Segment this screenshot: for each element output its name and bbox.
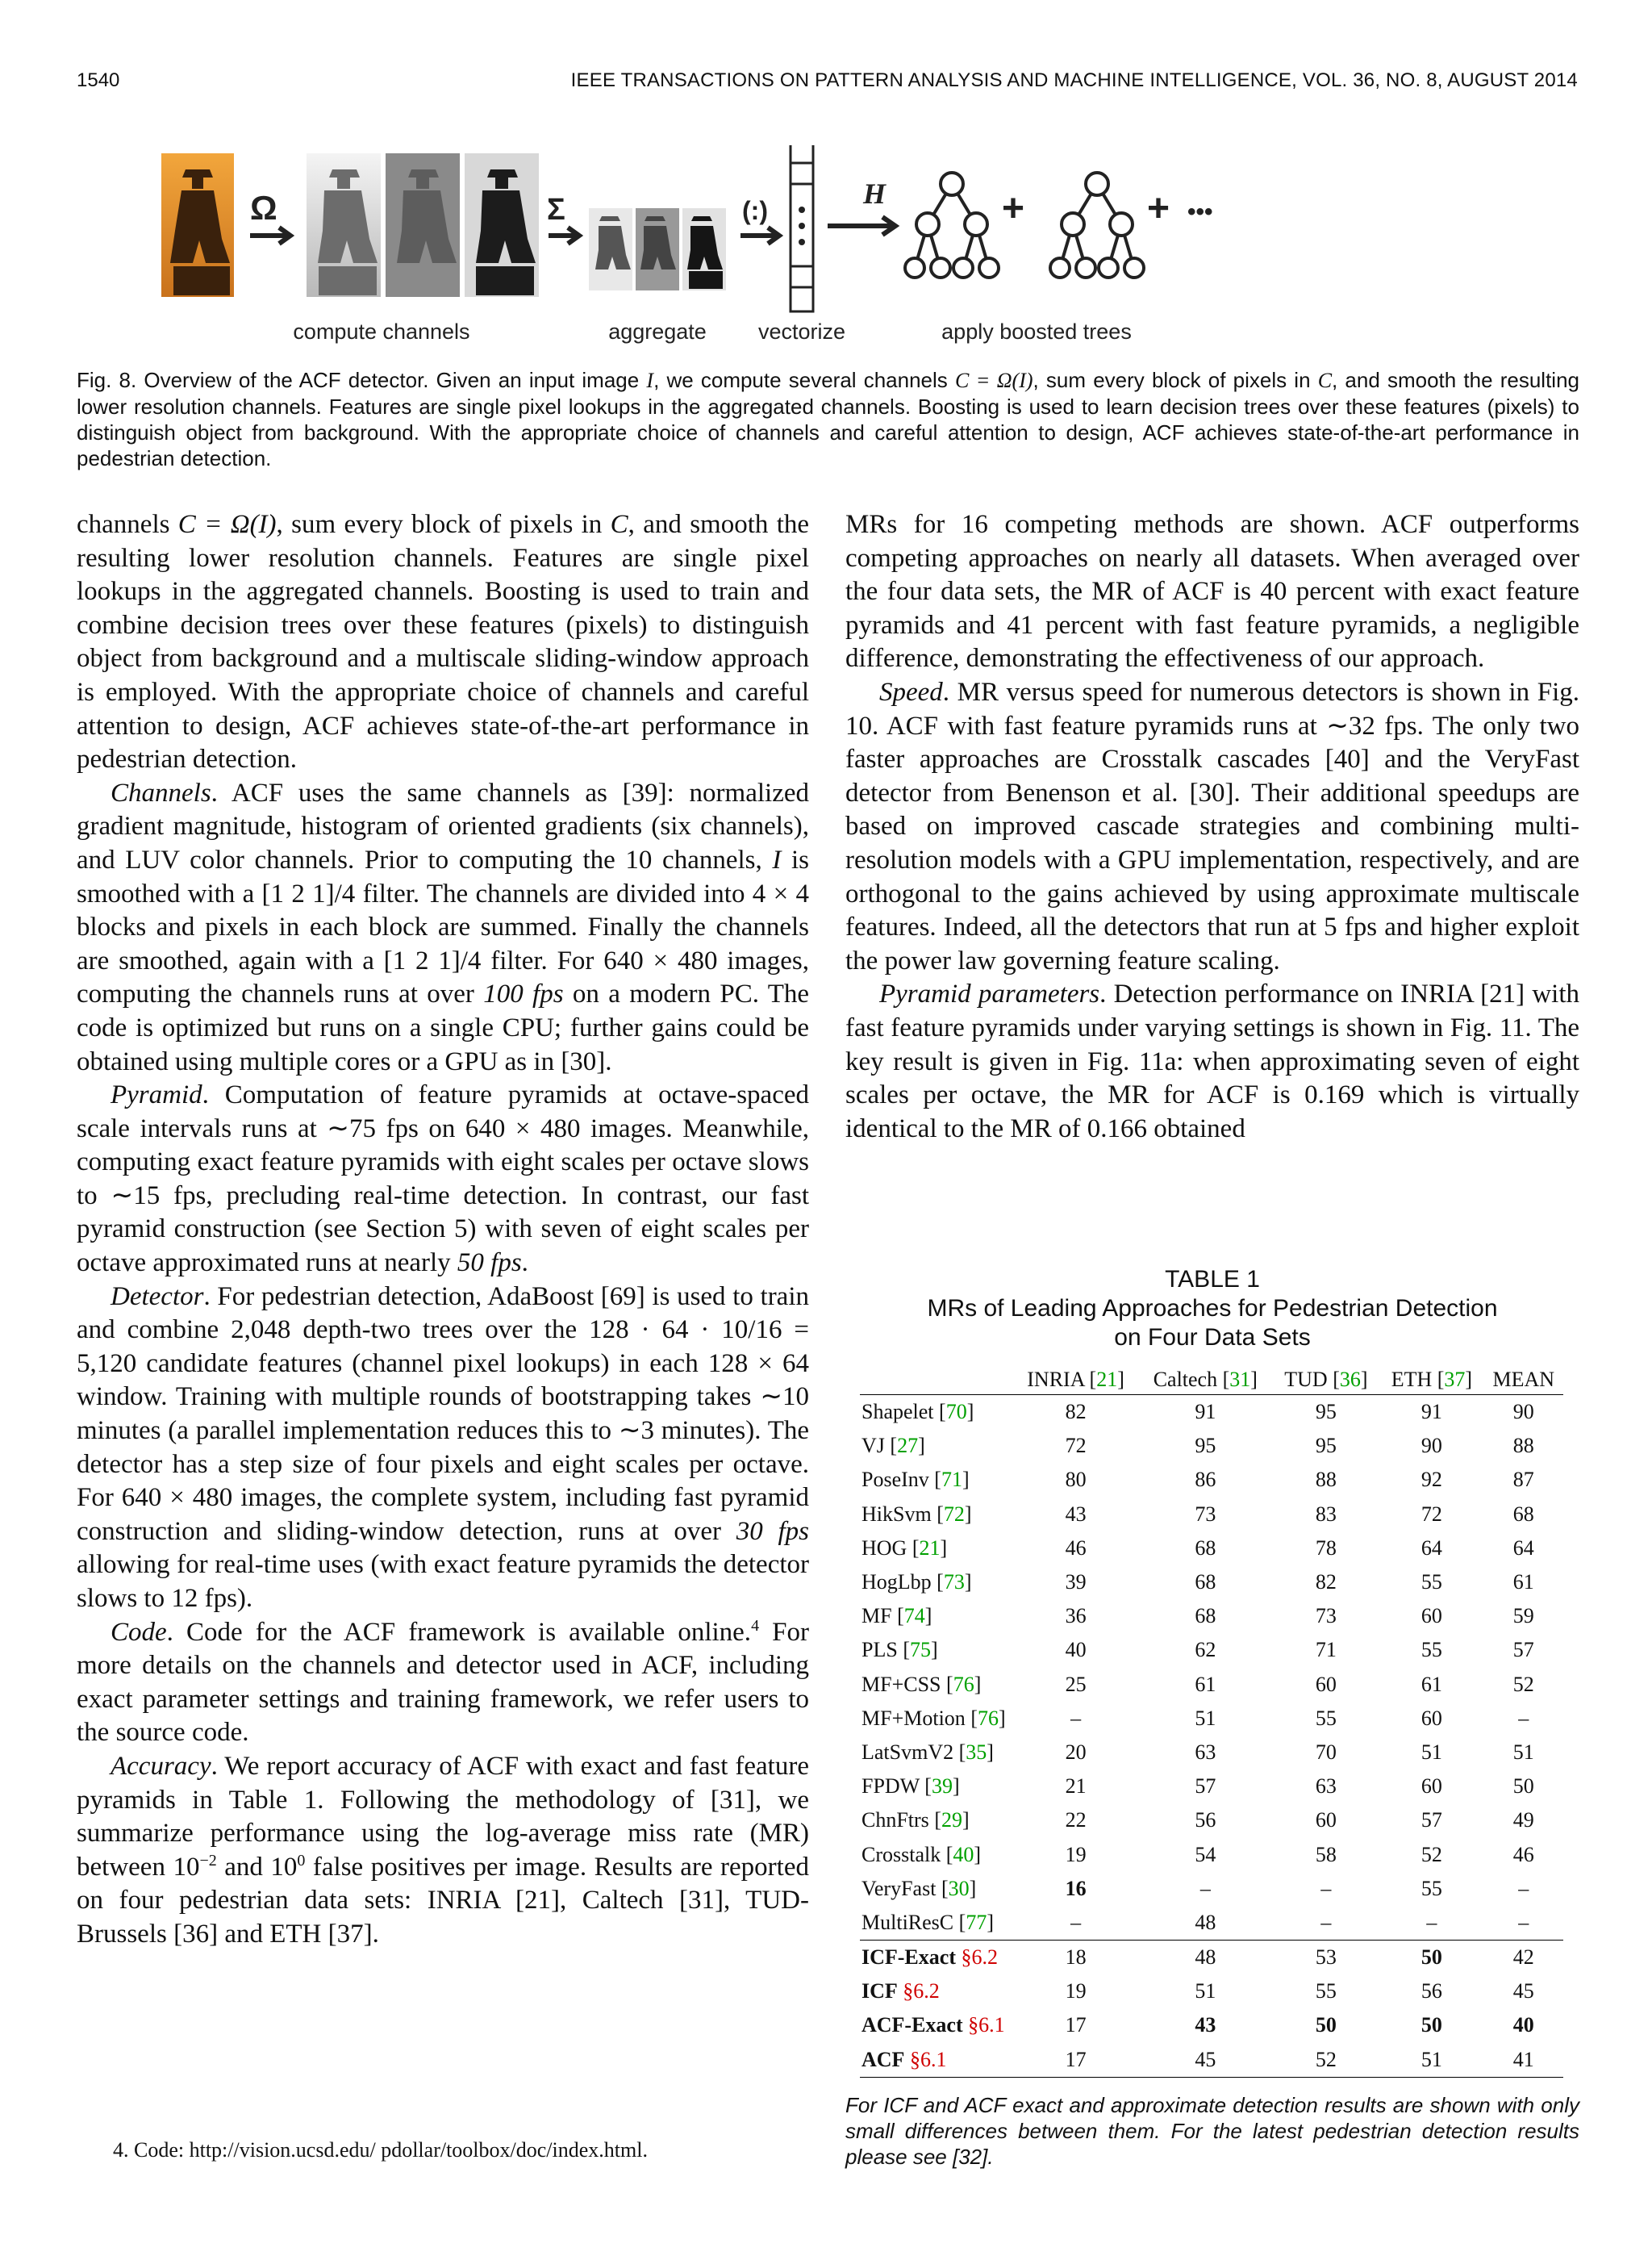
method-name: ChnFtrs [29] bbox=[861, 1808, 970, 1832]
label-apply-boosted-trees: apply boosted trees bbox=[941, 320, 1132, 344]
caption-text: , and smooth the resulting lower resolution channels. Features are single pixel lookups in the aggregated channels. Boosting is used to learn decision trees over these features (pixels) to distinguish object from background. With the appropriate choice of channels and careful attention to design, ACF achieves state-of-the-art performance in pedestrian detection. bbox=[77, 368, 1579, 470]
citation-link[interactable]: 70 bbox=[945, 1400, 967, 1424]
citation-link[interactable]: 31 bbox=[1229, 1368, 1251, 1391]
method-name: PLS [75] bbox=[861, 1638, 938, 1662]
caption-text: Overview of the ACF detector. Given an input image bbox=[136, 368, 647, 392]
table-cell: 71 bbox=[1315, 1638, 1337, 1662]
ellipsis: ••• bbox=[1187, 198, 1213, 225]
citation-link[interactable]: 37 bbox=[1444, 1368, 1466, 1391]
table-cell: 95 bbox=[1315, 1434, 1337, 1458]
table-cell: – bbox=[1320, 1876, 1332, 1900]
plus-sign: + bbox=[1147, 187, 1170, 230]
table-cell: 51 bbox=[1195, 1706, 1216, 1730]
acf-overview-figure bbox=[153, 145, 1436, 347]
section-link[interactable]: §6.2 bbox=[961, 1945, 998, 1970]
plus-sign: + bbox=[1002, 187, 1025, 230]
section-heading: Pyramid bbox=[111, 1080, 202, 1110]
section-heading: Detector bbox=[111, 1281, 204, 1311]
citation-link[interactable]: 73 bbox=[943, 1570, 965, 1594]
citation-link[interactable]: 35 bbox=[966, 1740, 987, 1764]
table-cell: – bbox=[1070, 1706, 1082, 1730]
header-inria: INRIA [21] bbox=[1013, 1365, 1138, 1395]
table-row bbox=[860, 1463, 1563, 1497]
table-cell: 61 bbox=[1512, 1570, 1534, 1594]
table-cell: 51 bbox=[1195, 1979, 1216, 2003]
table-cell: 19 bbox=[1065, 1979, 1087, 2003]
method-name: ACF §6.1 bbox=[860, 2043, 1013, 2078]
table-cell: 57 bbox=[1195, 1774, 1216, 1799]
input-image bbox=[161, 153, 234, 297]
table-cell: 72 bbox=[1420, 1502, 1442, 1526]
table-cell: 55 bbox=[1420, 1570, 1442, 1594]
table-row bbox=[860, 1531, 1563, 1565]
table-row bbox=[860, 1736, 1563, 1769]
paragraph-results: MRs for 16 competing methods are shown. ACF outperforms competing approaches on nearly all datasets. When averaged over the four data sets, the MR of ACF is 40 percent with exact feature pyramids and 41 percent with fast feature pyramids, a negligible difference, demonstrating the effectiveness of our approach. bbox=[845, 510, 1579, 674]
table-cell: 73 bbox=[1315, 1604, 1337, 1628]
table-row bbox=[860, 1769, 1563, 1803]
method-name: MultiResC [77] bbox=[861, 1910, 994, 1934]
table-row bbox=[860, 1565, 1563, 1599]
table-cell: 18 bbox=[1013, 1941, 1138, 1975]
table-cell: 54 bbox=[1195, 1842, 1216, 1866]
table-cell: 60 bbox=[1315, 1672, 1337, 1696]
table-row bbox=[860, 1599, 1563, 1633]
table-cell: – bbox=[1518, 1706, 1529, 1730]
table-cell: 50 bbox=[1315, 2013, 1337, 2037]
table-cell: 40 bbox=[1512, 2013, 1534, 2037]
omega-operator: Ω bbox=[250, 189, 277, 227]
table-cell: 68 bbox=[1195, 1535, 1216, 1560]
caption-text: , we compute several channels bbox=[653, 368, 955, 392]
table-cell: 64 bbox=[1512, 1535, 1534, 1560]
method-name: Crosstalk [40] bbox=[861, 1842, 982, 1866]
table-cell: 46 bbox=[1065, 1535, 1087, 1560]
section-heading: Code bbox=[111, 1617, 167, 1647]
table-cell: 40 bbox=[1065, 1638, 1087, 1662]
header-mean: MEAN bbox=[1483, 1365, 1563, 1395]
table-row bbox=[860, 1941, 1563, 1975]
citation-link[interactable]: 77 bbox=[966, 1910, 987, 1934]
table-cell: 60 bbox=[1315, 1808, 1337, 1832]
section-heading: Channels bbox=[111, 778, 211, 808]
citation-link[interactable]: 76 bbox=[977, 1706, 999, 1730]
table-number: TABLE 1 bbox=[1165, 1266, 1260, 1293]
section-link[interactable]: §6.1 bbox=[909, 2047, 947, 2071]
table-cell: 21 bbox=[1065, 1774, 1087, 1799]
table-cell: 56 bbox=[1420, 1979, 1442, 2003]
table-cell: 53 bbox=[1272, 1941, 1379, 1975]
section-link[interactable]: §6.1 bbox=[968, 2013, 1005, 2037]
table-cell: 20 bbox=[1065, 1740, 1087, 1764]
method-name: ACF-Exact §6.1 bbox=[861, 2013, 1005, 2037]
table-cell: 55 bbox=[1315, 1979, 1337, 2003]
caption-math: C = Ω(I) bbox=[954, 369, 1033, 392]
table-cell: 57 bbox=[1420, 1808, 1442, 1832]
table-row bbox=[860, 2008, 1563, 2042]
section-link[interactable]: §6.2 bbox=[903, 1979, 940, 2003]
paragraph-pyramid-parameters: Pyramid parameters. Detection performance on INRIA [21] with fast feature pyramids under varying settings is shown in Fig. 11. The key result is given in Fig. 11a: when approximating seven of eight scales per octave, the MR for ACF is 0.169 which is virtually identical to the MR of 0.166 obtained bbox=[845, 980, 1579, 1143]
table-row bbox=[860, 1906, 1563, 1941]
citation-link[interactable]: 39 bbox=[931, 1774, 953, 1799]
feature-vector bbox=[791, 145, 813, 311]
header-method bbox=[860, 1365, 1013, 1395]
citation-link[interactable]: 76 bbox=[953, 1672, 974, 1696]
table-cell: 52 bbox=[1512, 1672, 1534, 1696]
footnote-marker[interactable]: 4 bbox=[751, 1616, 760, 1635]
table-cell: 68 bbox=[1195, 1570, 1216, 1594]
table-caption-line: on Four Data Sets bbox=[1114, 1324, 1311, 1351]
caption-label: Fig. 8. bbox=[77, 368, 137, 392]
table-cell: 48 bbox=[1138, 1941, 1272, 1975]
label-aggregate: aggregate bbox=[608, 320, 707, 344]
table-cell: 51 bbox=[1420, 1740, 1442, 1764]
table-cell: 91 bbox=[1420, 1400, 1442, 1424]
citation-link[interactable]: 30 bbox=[948, 1876, 970, 1900]
table-row bbox=[860, 2043, 1563, 2078]
caption-math: I bbox=[646, 369, 654, 392]
table-row bbox=[860, 1668, 1563, 1702]
sigma-operator: Σ bbox=[547, 193, 565, 227]
citation-link[interactable]: 71 bbox=[941, 1468, 962, 1492]
table-row bbox=[860, 1837, 1563, 1871]
header-tud: TUD [36] bbox=[1272, 1365, 1379, 1395]
method-name: MF+CSS [76] bbox=[861, 1672, 982, 1696]
right-column bbox=[845, 508, 1579, 1146]
method-name: FPDW [39] bbox=[861, 1774, 960, 1799]
h-operator: H bbox=[863, 178, 886, 210]
table-cell: 19 bbox=[1065, 1842, 1087, 1866]
table-cell: 95 bbox=[1315, 1400, 1337, 1424]
table-cell: 17 bbox=[1013, 2043, 1138, 2078]
table-cell: 60 bbox=[1420, 1774, 1442, 1799]
table-row bbox=[860, 1633, 1563, 1667]
citation-link[interactable]: 72 bbox=[943, 1502, 965, 1526]
table-cell: 88 bbox=[1512, 1434, 1534, 1458]
table-row bbox=[860, 1429, 1563, 1463]
table-cell: 57 bbox=[1512, 1638, 1534, 1662]
table-cell: 60 bbox=[1420, 1706, 1442, 1730]
table-cell: 16 bbox=[1065, 1876, 1087, 1900]
table-cell: 36 bbox=[1065, 1604, 1087, 1628]
table-cell: 68 bbox=[1195, 1604, 1216, 1628]
table-cell: 59 bbox=[1512, 1604, 1534, 1628]
method-name: VeryFast [30] bbox=[861, 1876, 977, 1900]
table-cell: 60 bbox=[1420, 1604, 1442, 1628]
paragraph-speed: Speed. MR versus speed for numerous detectors is shown in Fig. 10. ACF with fast feature pyramids runs at ∼32 fps. The only two faster approaches are Crosstalk cascades [40] and the VeryFast detector from Benenson et al. [30]. Their additional speedups are based on improved cascade strategies and combining multi-resolution models with a GPU implementation, respectively, and are orthogonal to the gains achieved by using approximate multiscale features. Indeed, all the detectors that run at 5 fps and higher exploit the power law governing feature scaling. bbox=[845, 677, 1579, 976]
table-cell: – bbox=[1320, 1910, 1332, 1934]
table-cell: 82 bbox=[1065, 1400, 1087, 1424]
table-cell: 22 bbox=[1065, 1808, 1087, 1832]
table-cell: 73 bbox=[1195, 1502, 1216, 1526]
table-row bbox=[860, 1803, 1563, 1837]
paragraph-code: Code. Code for the ACF framework is available online.$^4$ For more details on the channels and detector used in ACF, including exact parameter settings and training framework, we refer users to the source code. bbox=[77, 1616, 809, 1748]
paragraph-detector: Detector. For pedestrian detection, AdaBoost [69] is used to train and combine 2,048 depth-two trees over the 128 · 64 · 10/16 = 5,120 candidate features (channel pixel lookups) in each 128 × 64 window. Training with multiple rounds of bootstrapping takes ∼10 minutes (a parallel implementation reduces this to ∼3 minutes). The detector has a step size of four pixels and eight scales per octave. For 640 × 480 images, the complete system, including fast pyramid construction and sliding-window detection, runs at over 30 fps allowing for real-time uses (with exact feature pyramids the detector slows to 12 fps). bbox=[77, 1281, 809, 1613]
table-cell: 63 bbox=[1315, 1774, 1337, 1799]
footnote: 4. Code: http://vision.ucsd.edu/ pdollar/toolbox/doc/index.html. bbox=[113, 2138, 648, 2162]
table-cell: 90 bbox=[1420, 1434, 1442, 1458]
table-cell: 61 bbox=[1195, 1672, 1216, 1696]
table-cell: 90 bbox=[1512, 1400, 1534, 1424]
table-row bbox=[860, 1872, 1563, 1906]
paragraph-channels: Channels. ACF uses the same channels as [39]: normalized gradient magnitude, histogram of oriented gradients (six channels), and LUV color channels. Prior to computing the 10 channels, I is smoothed with a [1 2 1]/4 filter. The channels are divided into 4 × 4 blocks and pixels in each block are summed. Finally the channels are smoothed, again with a [1 2 1]/4 filter. For 640 × 480 images, computing the channels runs at over 100 fps on a modern PC. The code is optimized but runs on a single CPU; further gains could be obtained using multiple cores or a GPU as in [30]. bbox=[77, 778, 810, 1076]
table-cell: 61 bbox=[1420, 1672, 1442, 1696]
method-name: ICF §6.2 bbox=[861, 1979, 940, 2003]
table-cell: 95 bbox=[1195, 1434, 1216, 1458]
table-cell: 64 bbox=[1420, 1535, 1442, 1560]
table-cell: 63 bbox=[1195, 1740, 1216, 1764]
caption-math: C bbox=[1317, 369, 1333, 392]
table-cell: 50 bbox=[1512, 1774, 1534, 1799]
table-cell: 25 bbox=[1065, 1672, 1087, 1696]
table-cell: 56 bbox=[1195, 1808, 1216, 1832]
table-row bbox=[860, 1702, 1563, 1736]
table-cell: – bbox=[1518, 1876, 1529, 1900]
method-name: ICF-Exact §6.2 bbox=[860, 1941, 1013, 1975]
left-column bbox=[77, 508, 809, 1952]
method-name: MF [74] bbox=[861, 1604, 932, 1628]
citation-link[interactable]: 21 bbox=[1096, 1368, 1118, 1391]
citation-link[interactable]: 36 bbox=[1339, 1368, 1361, 1391]
method-name: HogLbp [73] bbox=[861, 1570, 972, 1594]
table-cell: 92 bbox=[1420, 1468, 1442, 1492]
label-compute-channels: compute channels bbox=[293, 320, 470, 344]
section-heading: Accuracy bbox=[111, 1751, 211, 1781]
paragraph-pyramid: Pyramid. Computation of feature pyramids at octave-spaced scale intervals runs at ∼75 fps on 640 × 480 images. Meanwhile, computing exact feature pyramids with eight scales per octave slows to ∼15 fps, precluding real-time detection. In contrast, our fast pyramid construction (see Section 5) with seven of eight scales per octave approximated runs at nearly 50 fps. bbox=[77, 1080, 809, 1278]
table-cell: 52 bbox=[1272, 2043, 1379, 2078]
header-caltech: Caltech [31] bbox=[1138, 1365, 1272, 1395]
method-name: HOG [21] bbox=[861, 1535, 948, 1560]
table-cell: 86 bbox=[1195, 1468, 1216, 1492]
table-cell: 55 bbox=[1420, 1638, 1442, 1662]
table-cell: 46 bbox=[1512, 1842, 1534, 1866]
method-name: PoseInv [71] bbox=[861, 1468, 970, 1492]
table-row bbox=[860, 1974, 1563, 2008]
table-row bbox=[860, 1498, 1563, 1531]
section-heading: Pyramid parameters bbox=[879, 980, 1100, 1009]
method-name: VJ [27] bbox=[861, 1434, 925, 1458]
table-cell: 70 bbox=[1315, 1740, 1337, 1764]
header-eth: ETH [37] bbox=[1379, 1365, 1483, 1395]
table-cell: 42 bbox=[1483, 1941, 1563, 1975]
table-cell: 51 bbox=[1379, 2043, 1483, 2078]
citation-link[interactable]: 29 bbox=[941, 1808, 962, 1832]
table-cell: 78 bbox=[1315, 1535, 1337, 1560]
table-cell: 51 bbox=[1512, 1740, 1534, 1764]
table-cell: 68 bbox=[1512, 1502, 1534, 1526]
table-cell: 17 bbox=[1065, 2013, 1087, 2037]
table-cell: 52 bbox=[1420, 1842, 1442, 1866]
table-title bbox=[845, 1265, 1579, 1352]
table-cell: 45 bbox=[1138, 2043, 1272, 2078]
caption-text: , sum every block of pixels in bbox=[1032, 368, 1318, 392]
table-note: For ICF and ACF exact and approximate detection results are shown with only small differences between them. For the latest pedestrian detection results please see [32]. bbox=[845, 2093, 1579, 2169]
channel-images bbox=[307, 153, 539, 297]
results-table bbox=[860, 1365, 1563, 2078]
table-cell: 55 bbox=[1420, 1876, 1442, 1900]
table-cell: 55 bbox=[1315, 1706, 1337, 1730]
aggregated-images bbox=[589, 208, 726, 290]
table-cell: 43 bbox=[1195, 2013, 1216, 2037]
table-cell: 41 bbox=[1483, 2043, 1563, 2078]
table-cell: 87 bbox=[1512, 1468, 1534, 1492]
table-cell: 48 bbox=[1195, 1910, 1216, 1934]
method-name: LatSvmV2 [35] bbox=[861, 1740, 994, 1764]
table-cell: 43 bbox=[1065, 1502, 1087, 1526]
table-cell: – bbox=[1426, 1910, 1437, 1934]
section-heading: Speed bbox=[879, 677, 943, 707]
figure-caption bbox=[77, 367, 1579, 471]
table-cell: 50 bbox=[1420, 2013, 1442, 2037]
table-cell: 82 bbox=[1315, 1570, 1337, 1594]
citation-link[interactable]: 21 bbox=[919, 1535, 941, 1560]
citation-link[interactable]: 40 bbox=[953, 1842, 974, 1866]
table-cell: 72 bbox=[1065, 1434, 1087, 1458]
paragraph-accuracy: Accuracy. We report accuracy of ACF with exact and fast feature pyramids in Table 1. Following the methodology of [31], we summarize performance using the log-average miss rate (MR) between $10^{-2}$ and $10^0$ false positives per image. Results are reported on four pedestrian data sets: INRIA [21], Caltech [31], TUD-Brussels [36] and ETH [37]. bbox=[77, 1751, 809, 1949]
table-cell: 45 bbox=[1512, 1979, 1534, 2003]
table-cell: 83 bbox=[1315, 1502, 1337, 1526]
table-cell: – bbox=[1199, 1876, 1211, 1900]
table-cell: – bbox=[1070, 1910, 1082, 1934]
table-header-row bbox=[860, 1365, 1563, 1395]
table-cell: 39 bbox=[1065, 1570, 1087, 1594]
vectorize-operator: (:) bbox=[742, 196, 768, 225]
citation-link[interactable]: 74 bbox=[903, 1604, 925, 1628]
table-row bbox=[860, 1395, 1563, 1430]
page-number: 1540 bbox=[77, 69, 120, 91]
table-cell: 80 bbox=[1065, 1468, 1087, 1492]
table-cell: 58 bbox=[1315, 1842, 1337, 1866]
label-vectorize: vectorize bbox=[757, 320, 846, 344]
table-cell: 91 bbox=[1195, 1400, 1216, 1424]
method-name: HikSvm [72] bbox=[861, 1502, 972, 1526]
table-caption-line: MRs of Leading Approaches for Pedestrian Detection bbox=[927, 1295, 1498, 1322]
citation-link[interactable]: 27 bbox=[897, 1434, 919, 1458]
table-cell: 50 bbox=[1379, 1941, 1483, 1975]
citation-link[interactable]: 75 bbox=[909, 1638, 931, 1662]
method-name: MF+Motion [76] bbox=[861, 1706, 1006, 1730]
method-name: Shapelet [70] bbox=[861, 1400, 974, 1424]
table-cell: – bbox=[1518, 1910, 1529, 1934]
paragraph-intro: channels C = Ω(I), sum every block of pixels in C, and smooth the resulting lower resolution channels. Features are single pixel lookups in the aggregated channels. Boosting is used to train and combine decision trees over these features (pixels) to distinguish object from background and a multiscale sliding-window approach is employed. With the appropriate choice of channels and careful attention to design, ACF achieves state-of-the-art performance in pedestrian detection. bbox=[77, 510, 810, 775]
running-header: IEEE TRANSACTIONS ON PATTERN ANALYSIS AND MACHINE INTELLIGENCE, VOL. 36, NO. 8, AUGUST 2014 bbox=[570, 69, 1578, 91]
table-cell: 49 bbox=[1512, 1808, 1534, 1832]
table-cell: 62 bbox=[1195, 1638, 1216, 1662]
table-cell: 88 bbox=[1315, 1468, 1337, 1492]
